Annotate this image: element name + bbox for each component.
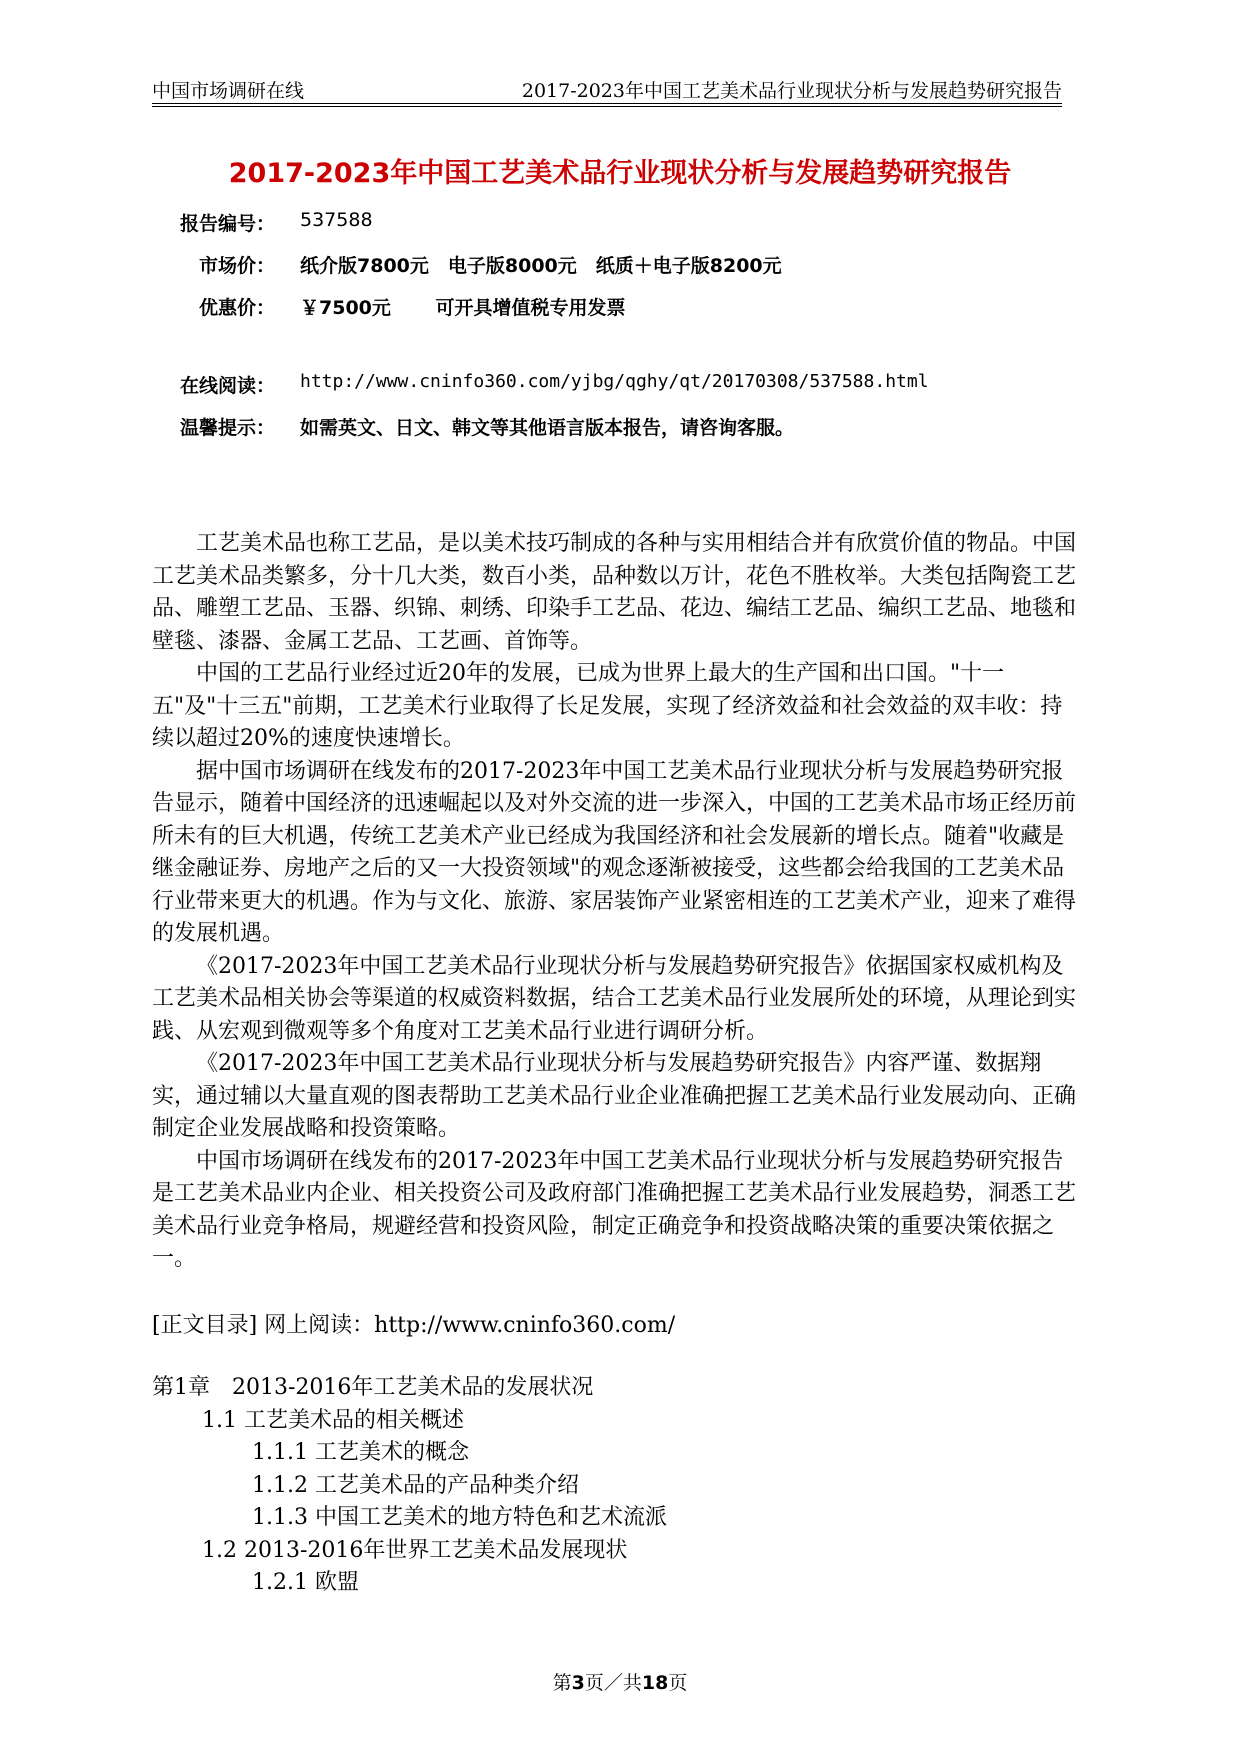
report-number-label: 报告编号： — [179, 213, 275, 235]
summary-paragraph: 工艺美术品也称工艺品，是以美术技巧制成的各种与实用相结合并有欣赏价值的物品。中国工艺美术品类繁多，分十几大类，数百小类，品种数以万计，花色不胜枚举。大类包括陶瓷工艺品、雕塑工艺品、玉器、织锦、刺绣、印染手工艺品、花边、编结工艺品、编织工艺品、地毯和壁毯、漆器、金属工艺品、工艺画、首饰等。 — [152, 531, 1077, 654]
header-divider-thin — [152, 106, 1062, 107]
toc-section-item: 1.2 2013-2016年世界工艺美术品发展现状 — [202, 1537, 628, 1563]
report-summary — [152, 528, 1082, 1276]
market-price-value: 纸介版7800元 电子版8000元 纸质＋电子版8200元 — [300, 255, 782, 277]
discount-price-value: ￥7500元 可开具增值税专用发票 — [300, 297, 626, 319]
toc-section-item: 1.1 工艺美术品的相关概述 — [202, 1407, 464, 1433]
header-site-name: 中国市场调研在线 — [152, 80, 305, 102]
info-notice — [152, 413, 795, 440]
online-reading-label: 在线阅读： — [179, 375, 275, 397]
page-title: 2017-2023年中国工艺美术品行业现状分析与发展趋势研究报告 — [228, 158, 1012, 189]
info-online-reading — [152, 371, 929, 398]
info-discount-price — [152, 293, 626, 320]
footer-page-number: 3 — [571, 1672, 585, 1694]
info-report-number — [152, 209, 373, 236]
footer-prefix: 第 — [552, 1672, 572, 1694]
page-footer — [0, 1668, 1240, 1695]
footer-suffix: 页 — [668, 1672, 688, 1694]
notice-value: 如需英文、日文、韩文等其他语言版本报告，请咨询客服。 — [300, 417, 795, 439]
toc-chapter-item: 第1章 2013-2016年工艺美术品的发展状况 — [152, 1375, 594, 1400]
toc-subsection-item: 1.1.2 工艺美术品的产品种类介绍 — [252, 1472, 579, 1498]
market-price-label: 市场价： — [198, 255, 275, 277]
report-number-value: 537588 — [300, 209, 373, 231]
summary-paragraph: 中国的工艺品行业经过近20年的发展，已成为世界上最大的生产国和出口国。"十一五"及"十三五"前期，工艺美术行业取得了长足发展，实现了经济效益和社会效益的双丰收：持续以超过20%的速度快速增长。 — [152, 661, 1063, 751]
toc-subsection-item: 1.1.3 中国工艺美术的地方特色和艺术流派 — [252, 1505, 667, 1530]
info-market-price — [152, 251, 782, 278]
online-reading-link[interactable]: http://www.cninfo360.com/yjbg/qghy/qt/20170308/537588.html — [300, 371, 929, 392]
footer-middle: 页／共 — [584, 1672, 642, 1694]
toc-online-link[interactable]: [正文目录] 网上阅读：http://www.cninfo360.com/ — [152, 1313, 676, 1338]
toc-subsection-item: 1.2.1 欧盟 — [252, 1570, 359, 1595]
summary-paragraph: 《2017-2023年中国工艺美术品行业现状分析与发展趋势研究报告》依据国家权威机构及工艺美术品相关协会等渠道的权威资料数据，结合工艺美术品行业发展所处的环境，从理论到实践、从宏观到微观等多个角度对工艺美术品行业进行调研分析。 — [152, 953, 1077, 1044]
footer-total-pages: 18 — [641, 1672, 669, 1694]
summary-paragraph: 《2017-2023年中国工艺美术品行业现状分析与发展趋势研究报告》内容严谨、数据翔实，通过辅以大量直观的图表帮助工艺美术品行业企业准确把握工艺美术品行业发展动向、正确制定企业发展战略和投资策略。 — [152, 1051, 1077, 1141]
discount-price-label: 优惠价： — [198, 297, 275, 319]
header-report-title: 2017-2023年中国工艺美术品行业现状分析与发展趋势研究报告 — [521, 80, 1062, 102]
notice-label: 温馨提示： — [179, 417, 275, 439]
toc-subsection-item: 1.1.1 工艺美术的概念 — [252, 1440, 469, 1465]
header-divider — [152, 103, 1062, 104]
table-of-contents — [152, 1372, 667, 1600]
summary-paragraph: 中国市场调研在线发布的2017-2023年中国工艺美术品行业现状分析与发展趋势研究报告是工艺美术品业内企业、相关投资公司及政府部门准确把握工艺美术品行业发展趋势，洞悉工艺美术品行业竞争格局，规避经营和投资风险，制定正确竞争和投资战略决策的重要决策依据之一。 — [152, 1148, 1077, 1271]
summary-paragraph: 据中国市场调研在线发布的2017-2023年中国工艺美术品行业现状分析与发展趋势研究报告显示，随着中国经济的迅速崛起以及对外交流的进一步深入，中国的工艺美术品市场正经历前所未有的巨大机遇，传统工艺美术产业已经成为我国经济和社会发展新的增长点。随着"收藏是继金融证券、房地产之后的又一大投资领域"的观念逐渐被接受，这些都会给我国的工艺美术品行业带来更大的机遇。作为与文化、旅游、家居装饰产业紧密相连的工艺美术产业，迎来了难得的发展机遇。 — [152, 758, 1077, 946]
